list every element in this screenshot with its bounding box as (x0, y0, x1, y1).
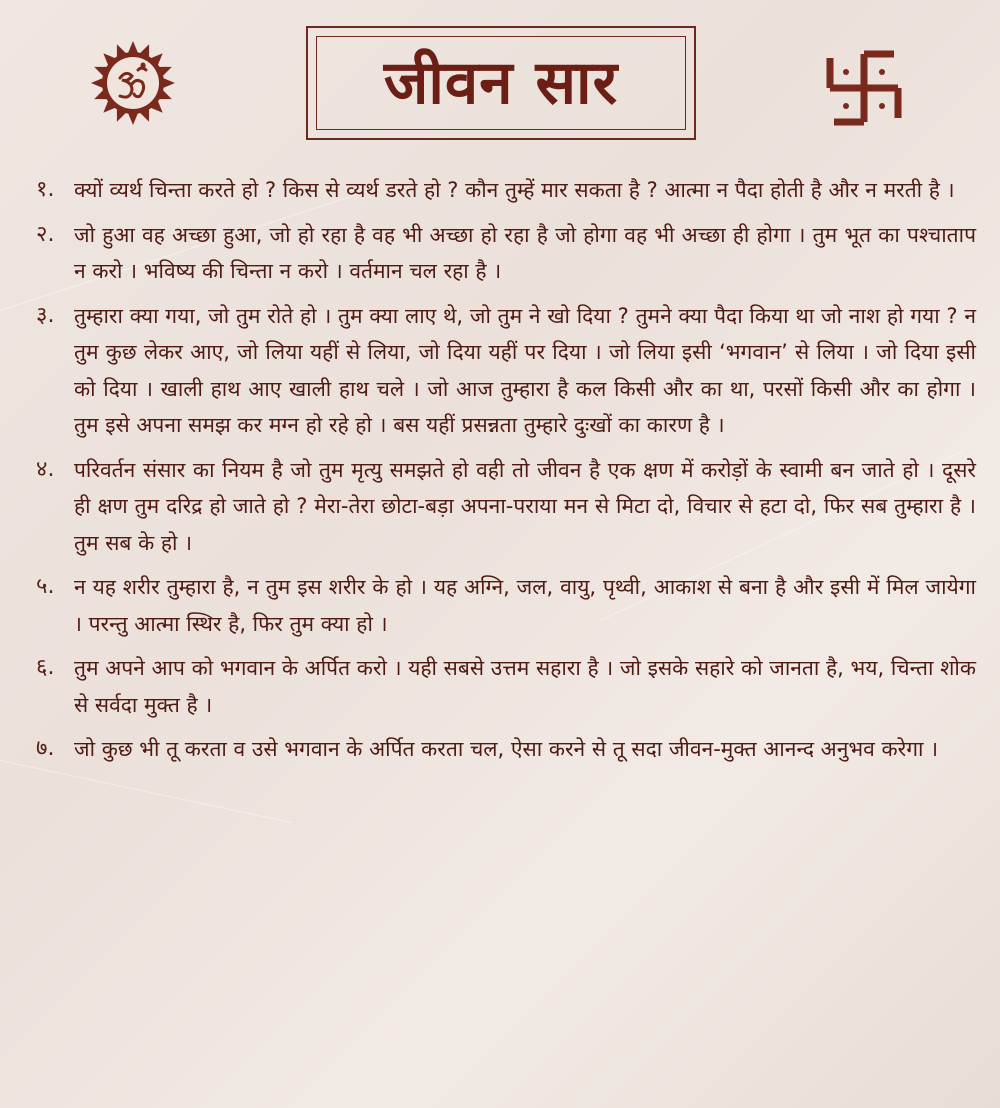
item-number: ७. (36, 736, 55, 761)
teachings-list (0, 172, 1000, 776)
list-item (0, 569, 1000, 642)
item-number: ५. (36, 574, 55, 599)
item-text: जो हुआ वह अच्छा हुआ, जो हो रहा है वह भी अच्छा हो रहा है जो होगा वह भी अच्छा ही होगा । तुम भूत का पश्चाताप न करो । भविष्य की चिन्ता न करो । वर्तमान चल रहा है । (74, 222, 976, 283)
page-title: जीवन सार (383, 48, 619, 118)
item-text: परिवर्तन संसार का नियम है जो तुम मृत्यु समझते हो वही तो जीवन है एक क्षण में करोड़ों के स्वामी बन जाते हो । दूसरे ही क्षण तुम दरिद्र हो जाते हो ? मेरा-तेरा छोटा-बड़ा अपना-पराया मन से मिटा दो, विचार से हटा दो, फिर सब तुम्हारा है । तुम सब के हो । (74, 457, 976, 555)
list-item (0, 731, 1000, 768)
item-number: ४. (36, 456, 55, 482)
list-item (0, 298, 1000, 444)
item-text: जो कुछ भी तू करता व उसे भगवान के अर्पित करता चल, ऐसा करने से तू सदा जीवन-मुक्त आनन्द अनुभव करेगा । (74, 737, 939, 761)
om-icon (90, 40, 176, 126)
item-text: न यह शरीर तुम्हारा है, न तुम इस शरीर के हो । यह अग्नि, जल, वायु, पृथ्वी, आकाश से बना है और इसी में मिल जायेगा । परन्तु आत्मा स्थिर है, फिर तुम क्या हो । (74, 575, 976, 636)
list-item (0, 452, 1000, 562)
item-text: क्यों व्यर्थ चिन्ता करते हो ? किस से व्यर्थ डरते हो ? कौन तुम्हें मार सकता है ? आत्मा न पैदा होती है और न मरती है । (74, 178, 955, 202)
page-header (0, 0, 1000, 170)
item-number: ६. (36, 655, 55, 680)
list-item (0, 217, 1000, 290)
item-text: तुम्हारा क्या गया, जो तुम रोते हो । तुम क्या लाए थे, जो तुम ने खो दिया ? तुमने क्या पैदा किया था जो नाश हो गया ? न तुम कुछ लेकर आए, जो लिया यहीं से लिया, जो दिया यहीं पर दिया । जो लिया इसी ‘भगवान’ से लिया । जो दिया इसी को दिया । खाली हाथ आए खाली हाथ चले । जो आज तुम्हारा है कल किसी और का था, परसों किसी और का होगा । तुम इसे अपना समझ कर मग्न हो रहे हो । बस यहीं प्रसन्नता तुम्हारे दुःखों का कारण है । (74, 303, 976, 437)
item-number: ३. (36, 302, 55, 328)
list-item (0, 172, 1000, 209)
item-number: १. (36, 177, 55, 202)
title-frame (306, 26, 696, 140)
swastika-icon (822, 46, 906, 130)
list-item (0, 650, 1000, 723)
item-number: २. (36, 221, 55, 247)
item-text: तुम अपने आप को भगवान के अर्पित करो । यही सबसे उत्तम सहारा है । जो इसके सहारे को जानता है, भय, चिन्ता शोक से सर्वदा मुक्त है । (74, 656, 976, 717)
